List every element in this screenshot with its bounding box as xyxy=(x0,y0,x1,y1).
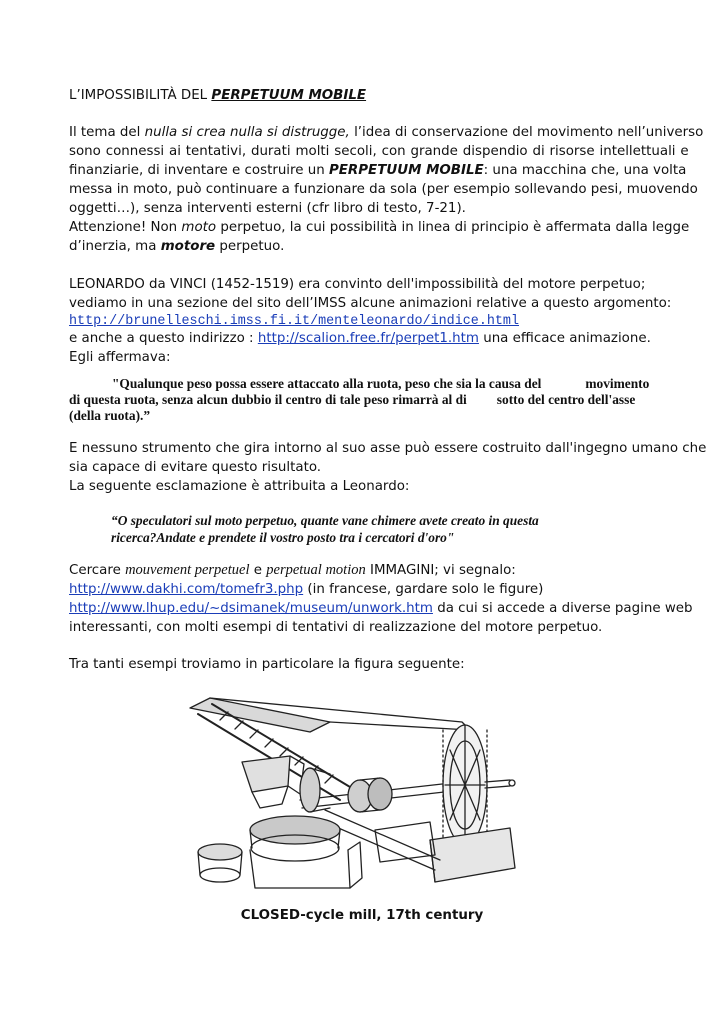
paragraph-instrument xyxy=(69,439,707,496)
text-italic: mouvement perpetuel xyxy=(125,562,250,578)
text-line: Tra tanti esempi troviamo in particolare la figura seguente: xyxy=(69,657,465,672)
link-brunelleschi[interactable]: http://brunelleschi.imss.fi.it/menteleonardo/indice.html xyxy=(69,314,519,329)
text-line: sia capace di evitare questo risultato. xyxy=(69,460,322,475)
quote-leonardo-wheel xyxy=(69,376,656,424)
text-line: oggetti…), senza interventi esterni (cfr libro di testo, 7-21). xyxy=(69,201,466,216)
text: perpetuo. xyxy=(215,239,285,254)
text: perpetuo, la cui possibilità in linea di principio è affermata dalla legge xyxy=(216,220,690,235)
text-line: sono connessi ai tentativi, durati molti secoli, con grande dispendio di risorse intellettuali e xyxy=(69,144,689,159)
text-italic: perpetual motion xyxy=(266,562,366,578)
quote-speculatori xyxy=(111,512,656,546)
closed-cycle-mill-illustration xyxy=(180,690,525,895)
text-bold-italic: PERPETUUM MOBILE xyxy=(328,163,484,178)
page-title xyxy=(69,86,656,105)
text-line: La seguente esclamazione è attribuita a Leonardo: xyxy=(69,479,410,494)
paragraph-figure-intro xyxy=(69,655,656,674)
text-line: LEONARDO da VINCI (1452-1519) era convinto dell'impossibilità del motore perpetuo; xyxy=(69,277,646,292)
text: : una macchina che, una volta xyxy=(483,163,687,178)
text: sotto del centro dell'asse xyxy=(496,392,636,407)
text-line: ricerca?Andate e prendete il vostro posto tra i cercatori d'oro" xyxy=(111,530,455,545)
text: una efficace animazione. xyxy=(478,331,651,346)
text: e xyxy=(249,563,267,578)
text-line: Egli affermava: xyxy=(69,350,171,365)
text: l’idea di conservazione del movimento nell’universo xyxy=(349,125,704,140)
text: Attenzione! Non xyxy=(69,220,182,235)
text: (in francese, gardare solo le figure) xyxy=(303,582,544,597)
figure-caption: CLOSED-cycle mill, 17th century xyxy=(240,908,484,923)
link-dakhi[interactable]: http://www.dakhi.com/tomefr3.php xyxy=(69,582,304,597)
text: Il tema del xyxy=(69,125,145,140)
text-bold-italic: motore xyxy=(160,239,216,254)
link-scalion[interactable]: http://scalion.free.fr/perpet1.htm xyxy=(257,331,479,346)
paragraph-search xyxy=(69,561,693,637)
text: d’inerzia, ma xyxy=(69,239,161,254)
text-italic: nulla si crea nulla si distrugge, xyxy=(144,125,350,140)
paragraph-intro xyxy=(69,123,704,256)
text: Cercare xyxy=(69,563,126,578)
title-emphasis: PERPETUUM MOBILE xyxy=(211,88,367,103)
title-prefix: L’IMPOSSIBILITÀ DEL xyxy=(69,88,212,103)
text-line: “O speculatori sul moto perpetuo, quante vane chimere avete creato in questa xyxy=(111,513,539,528)
text: "Qualunque peso possa essere attaccato alla ruota, peso che sia la causa del xyxy=(112,376,542,391)
link-lhup[interactable]: http://www.lhup.edu/~dsimanek/museum/unwork.htm xyxy=(69,601,433,616)
paragraph-leonardo xyxy=(69,275,672,367)
text: di questa ruota, senza alcun dubbio il centro di tale peso rimarrà al di xyxy=(69,392,467,407)
text-line: (della ruota).” xyxy=(69,408,151,423)
text-line: interessanti, con molti esempi di tentativi di realizzazione del motore perpetuo. xyxy=(69,620,603,635)
text: movimento xyxy=(585,376,650,391)
text: da cui si accede a diverse pagine web xyxy=(432,601,693,616)
text: e anche a questo indirizzo : xyxy=(69,331,258,346)
text: IMMAGINI; vi segnalo: xyxy=(365,563,516,578)
text-line: E nessuno strumento che gira intorno al suo asse può essere costruito dall'ingegno umano che xyxy=(69,441,707,456)
text: finanziarie, di inventare e costruire un xyxy=(69,163,329,178)
text-italic: moto xyxy=(181,220,217,235)
text-line: vediamo in una sezione del sito dell’IMSS alcune animazioni relative a questo argomento: xyxy=(69,296,672,311)
text-line: messa in moto, può continuare a funzionare da sola (per esempio sollevando pesi, muovendo xyxy=(69,182,698,197)
